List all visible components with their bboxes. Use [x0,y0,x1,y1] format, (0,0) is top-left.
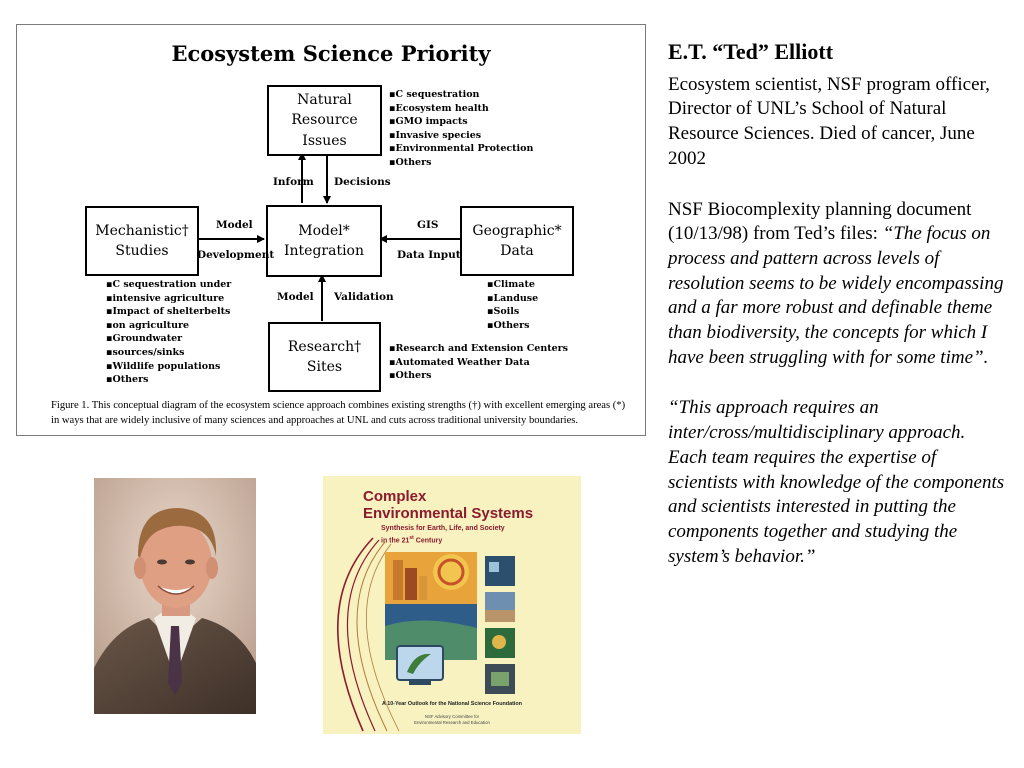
approach-quote [668,396,1008,569]
book-subtitle-line2-pre: in the 21 [381,536,410,544]
list-item: ▪ C sequestration under [106,278,231,292]
list-item: ▪ Invasive species [389,129,533,143]
label-model-top: Model [216,219,253,231]
ecosystem-figure [16,24,646,436]
list-item: ▪ Ecosystem health [389,102,533,116]
list-item: ▪ Others [389,156,533,170]
list-item: ▪ on agriculture [106,319,231,333]
portrait-photo [94,478,256,714]
document-paragraph [668,198,1008,371]
list-item: ▪ Others [106,373,231,387]
approach-quote-text: “This approach requires an inter/cross/multidisciplinary approach. Each team requires the expertise of scientists with knowledge of the components and scientists interested in putting the components together and studying the system’s behavior.” [668,397,1005,567]
book-cover [323,476,581,734]
book-footer: A 10-Year Outlook for the National Science Foundation [382,701,522,707]
bio-paragraph: Ecosystem scientist, NSF program officer, Director of UNL’s School of Natural Resource Sciences. Died of cancer, June 2002 [668,73,990,169]
label-development: Development [197,249,275,261]
book-subtitle-line1: Synthesis for Earth, Life, and Society [381,525,505,532]
research-sites-list [389,342,568,383]
list-item: ▪ Research and Extension Centers [389,342,568,356]
list-item: ▪ Others [389,369,568,383]
natural-issues-list [389,88,533,170]
right-text-column [668,40,1008,569]
figure-caption: Figure 1. This conceptual diagram of the ecosystem science approach combines existing strengths (†) with excellent emerging areas (*) in ways that are widely inclusive of many sciences and approaches at UNL and cuts across traditional university boundaries. [51,400,626,426]
list-item: ▪ Landuse [487,292,538,306]
document-quote: “The focus on process and pattern across levels of resolution seems to be widely encompassing and a far more robust and definable theme than biodiversity, the concepts for which I have been struggling with for some time”. [668,223,1004,368]
list-item: ▪ Climate [487,278,538,292]
geographic-data-box: Geographic* Data [460,206,574,276]
model-integration-box: Model* Integration [266,205,382,277]
mechanistic-studies-box: Mechanistic† Studies [85,206,199,276]
list-item: ▪ C sequestration [389,88,533,102]
book-subtitle-sup: st [409,534,414,541]
geographic-data-list [487,278,538,332]
label-validation: Validation [334,291,394,303]
label-model-bottom: Model [277,291,314,303]
document-intro: NSF Biocomplexity planning document (10/13/98) from Ted’s files: [668,198,972,245]
list-item: ▪ Environmental Protection [389,142,533,156]
book-subtitle-line2-post: Century [413,536,443,544]
figure-title: Ecosystem Science Priority [171,41,491,66]
list-item: ▪ Wildlife populations [106,360,231,374]
label-data-input: Data Input [397,249,461,261]
natural-resource-issues-box: Natural Resource Issues [267,85,382,156]
label-inform: Inform [273,176,314,188]
mechanistic-studies-list [106,278,231,387]
list-item: ▪ Others [487,319,538,333]
label-decisions: Decisions [334,176,391,188]
book-publisher: NSF Advisory Committee for Environmental Research and Education [414,714,490,725]
portrait-image [94,478,256,714]
book-title: Complex Environmental Systems [363,488,534,522]
list-item: ▪ Soils [487,305,538,319]
list-item: ▪ GMO impacts [389,115,533,129]
list-item: ▪ Impact of shelterbelts [106,305,231,319]
person-name: E.T. “Ted” Elliott [668,39,834,64]
list-item: ▪ intensive agriculture [106,292,231,306]
research-sites-box: Research† Sites [268,322,381,392]
list-item: ▪ Groundwater [106,332,231,346]
list-item: ▪ Automated Weather Data [389,356,568,370]
list-item: ▪ sources/sinks [106,346,231,360]
label-gis: GIS [417,219,439,231]
book-subtitle [381,525,505,545]
